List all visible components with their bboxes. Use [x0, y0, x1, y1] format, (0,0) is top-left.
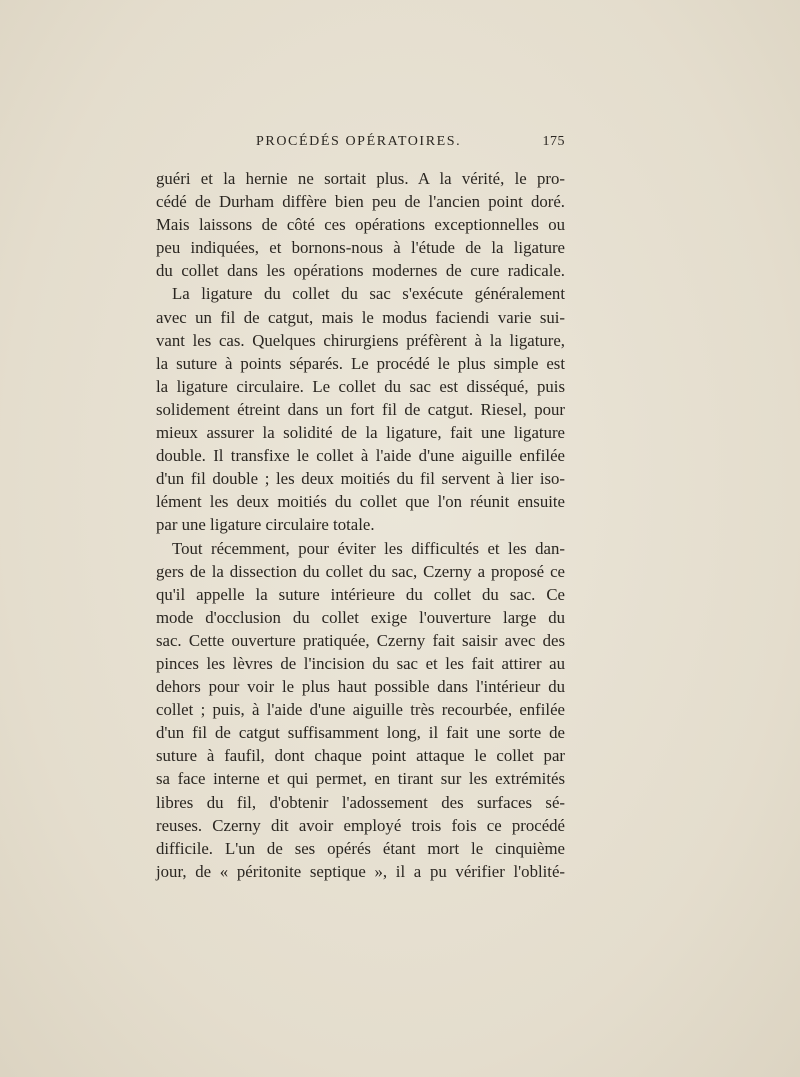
text-line: la ligature circulaire. Le collet du sac est disséqué, puis	[156, 376, 565, 396]
text-line: La ligature du collet du sac s'exécute généralement	[172, 284, 565, 304]
text-line: reuses. Czerny dit avoir employé trois fois ce procédé	[156, 815, 565, 835]
text-line: double. Il transfixe le collet à l'aide d'une aiguille enfilée	[156, 446, 565, 466]
running-title: PROCÉDÉS OPÉRATOIRES.	[256, 134, 462, 149]
text-line: difficile. L'un de ses opérés étant mort le cinquième	[156, 838, 565, 858]
text-line: lément les deux moitiés du collet que l'on réunit ensuite	[156, 492, 565, 512]
body-text	[156, 167, 565, 883]
text-line: Mais laissons de côté ces opérations exceptionnelles ou	[156, 215, 565, 235]
text-line: gers de la dissection du collet du sac, Czerny a proposé ce	[156, 561, 565, 581]
text-line: sa face interne et qui permet, en tirant sur les extrémités	[156, 769, 565, 789]
text-line: suture à faufil, dont chaque point attaque le collet par	[156, 746, 565, 766]
text-line: qu'il appelle la suture intérieure du collet du sac. Ce	[156, 584, 565, 604]
text-line: mieux assurer la solidité de la ligature, fait une ligature	[156, 423, 565, 443]
text-line: dehors pour voir le plus haut possible dans l'intérieur du	[156, 677, 565, 697]
text-line: guéri et la hernie ne sortait plus. A la vérité, le pro-	[156, 169, 565, 188]
text-line: cédé de Durham diffère bien peu de l'ancien point doré.	[156, 192, 565, 212]
text-line: solidement étreint dans un fort fil de catgut. Riesel, pour	[156, 399, 565, 419]
page-number: 175	[542, 134, 565, 149]
text-line: du collet dans les opérations modernes de cure radicale.	[156, 261, 565, 281]
text-line: sac. Cette ouverture pratiquée, Czerny fait saisir avec des	[156, 630, 565, 650]
page-header	[156, 134, 565, 156]
text-line: peu indiquées, et bornons-nous à l'étude de la ligature	[156, 238, 565, 258]
text-line: Tout récemment, pour éviter les difficultés et les dan-	[172, 538, 565, 558]
text-line: mode d'occlusion du collet exige l'ouverture large du	[156, 607, 565, 627]
paragraph	[156, 537, 565, 883]
text-line: pinces les lèvres de l'incision du sac et les fait attirer au	[156, 653, 565, 673]
text-line: d'un fil de catgut suffisamment long, il fait une sorte de	[156, 723, 565, 743]
paragraph	[156, 282, 565, 536]
text-line: libres du fil, d'obtenir l'adossement des surfaces sé-	[156, 792, 565, 812]
text-line: collet ; puis, à l'aide d'une aiguille très recourbée, enfilée	[156, 700, 565, 720]
text-line: jour, de « péritonite septique », il a pu vérifier l'oblité-	[156, 861, 565, 881]
paragraph	[156, 167, 565, 282]
text-line: vant les cas. Quelques chirurgiens préfèrent à la ligature,	[156, 330, 565, 350]
text-line: la suture à points séparés. Le procédé le plus simple est	[156, 353, 565, 373]
text-line: par une ligature circulaire totale.	[156, 515, 375, 535]
text-line: avec un fil de catgut, mais le modus faciendi varie sui-	[156, 307, 565, 327]
text-line: d'un fil double ; les deux moitiés du fil servent à lier iso-	[156, 469, 565, 489]
